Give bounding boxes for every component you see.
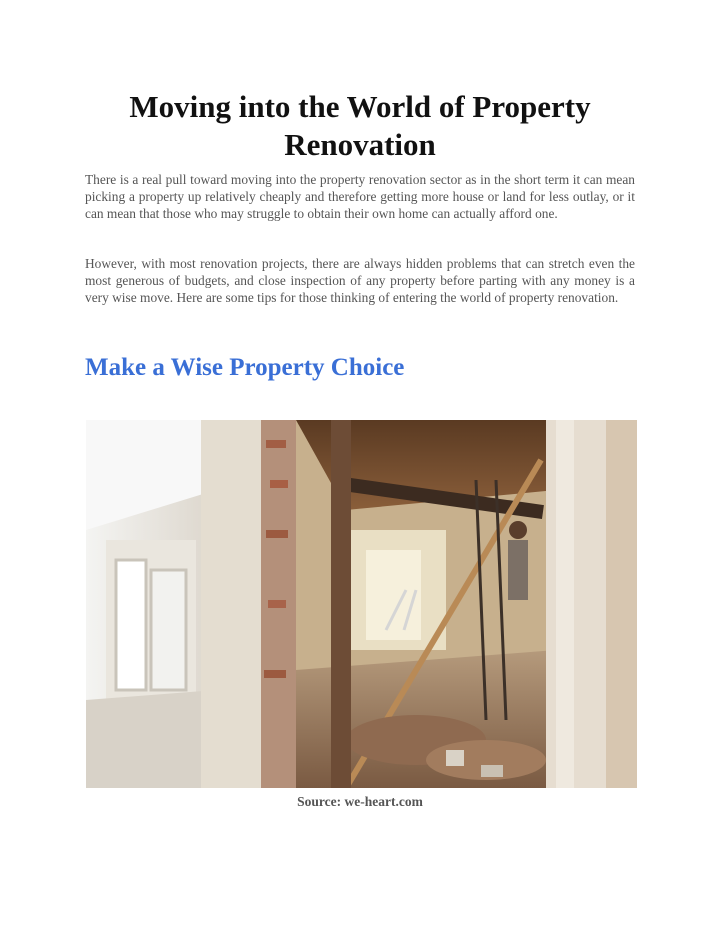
- article-title: Moving into the World of Property Renovation: [129, 89, 591, 162]
- intro-paragraph: There is a real pull toward moving into the property renovation sector as in the short term it can mean picking a property up relatively cheaply and therefore getting more house or land for less outlay, or it can mean that those who may struggle to obtain their own home can actually afford one.: [85, 172, 635, 221]
- second-paragraph: However, with most renovation projects, there are always hidden problems that can stretch even the most generous of budgets, and close inspection of any property before parting with any money is a very wise move. Here are some tips for those thinking of entering the world of property renovation.: [85, 256, 635, 305]
- renovation-photo: [86, 420, 637, 788]
- image-caption: Source: we-heart.com: [297, 794, 423, 809]
- section-heading: Make a Wise Property Choice: [85, 354, 405, 381]
